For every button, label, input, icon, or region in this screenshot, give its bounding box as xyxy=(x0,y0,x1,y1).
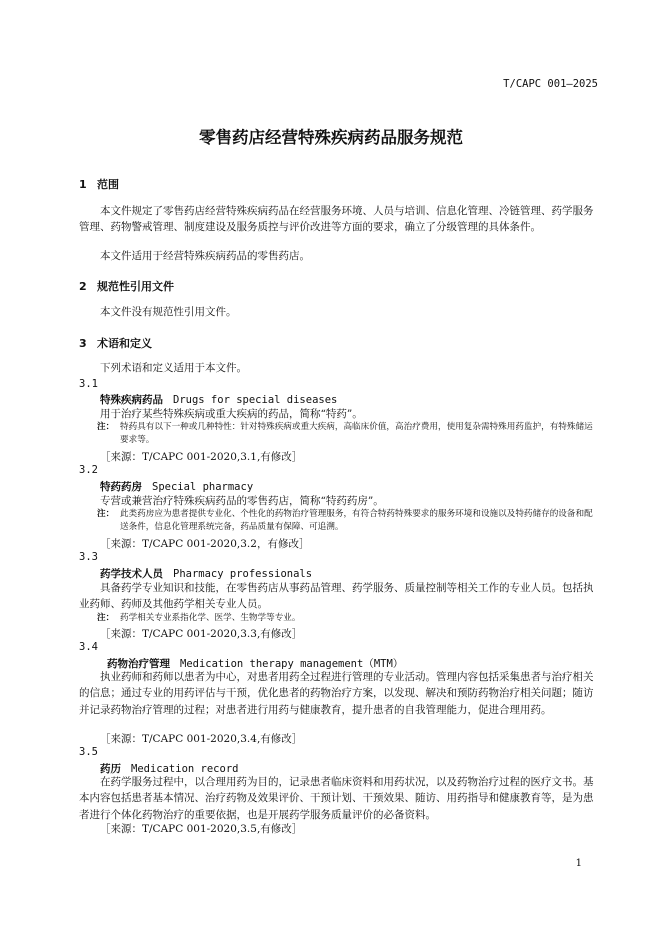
term-3-2-note-text: 此类药房应为患者提供专业化、个性化的药物治疗管理服务，有符合特药特殊要求的服务环境和设施以及特药储存的设备和配送条件，信息化管理系统完备，药品质量有保障、可追溯。 xyxy=(120,509,593,533)
term-3-5-english: Medication record xyxy=(131,763,239,775)
term-3-1-english: Drugs for special diseases xyxy=(173,394,338,406)
section-3-intro: 下列术语和定义适用于本文件。 xyxy=(100,362,247,374)
term-3-3-chinese: 药学技术人员 xyxy=(100,568,163,580)
section-2-heading xyxy=(79,278,174,294)
term-3-1-number: 3.1 xyxy=(79,378,98,390)
term-3-1-note-label: 注： xyxy=(97,422,115,432)
term-3-3-source: ［来源：T/CAPC 001-2020,3.3,有修改］ xyxy=(100,628,303,640)
term-3-2-english: Special pharmacy xyxy=(152,481,254,493)
term-3-5-source: ［来源：T/CAPC 001-2020,3.5,有修改］ xyxy=(100,823,303,835)
term-3-5-chinese: 药历 xyxy=(100,763,121,775)
term-3-3-note-label: 注： xyxy=(97,613,115,623)
section-1-number: 1 xyxy=(79,178,87,191)
section-2-paragraph-1: 本文件没有规范性引用文件。 xyxy=(100,306,237,318)
section-3-number: 3 xyxy=(79,337,87,350)
standard-number: T/CAPC 001—2025 xyxy=(503,78,598,90)
term-3-2-number: 3.2 xyxy=(79,464,98,476)
term-3-3-note-text: 药学相关专业系指化学、医学、生物学等专业。 xyxy=(120,613,301,623)
section-3-title: 术语和定义 xyxy=(97,337,152,350)
term-3-4-english: Medication therapy management（MTM） xyxy=(180,658,404,670)
term-3-2-chinese: 特药药房 xyxy=(100,481,142,493)
section-1-paragraph-1: 本文件规定了零售药店经营特殊疾病药品在经营服务环境、人员与培训、信息化管理、冷链管理、药学服务管理、药物警戒管理、制度建设及服务质控与评价改进等方面的要求，确立了分级管理的具体条件。 xyxy=(79,205,594,234)
section-1-title: 范围 xyxy=(97,178,119,191)
term-3-1-note xyxy=(97,421,599,448)
term-3-2-note-label: 注： xyxy=(97,509,115,519)
term-3-2-heading xyxy=(100,479,253,494)
term-3-1-note-text: 特药具有以下一种或几种特性：针对特殊疾病或重大疾病，高临床价值，高治疗费用，使用复杂需特殊用药监护，有特殊储运要求等。 xyxy=(120,422,593,446)
term-3-1-source: ［来源：T/CAPC 001-2020,3.1,有修改］ xyxy=(100,451,303,463)
term-3-3-definition: 具备药学专业知识和技能，在零售药店从事药品管理、药学服务、质量控制等相关工作的专业人员。包括执业药师、药师及其他药学相关专业人员。 xyxy=(79,582,594,611)
section-1-paragraph-2: 本文件适用于经营特殊疾病药品的零售药店。 xyxy=(100,250,310,262)
page-number: 1 xyxy=(575,858,582,869)
section-1-heading xyxy=(79,176,119,192)
term-3-2-source: ［来源：T/CAPC 001-2020,3.2，有修改］ xyxy=(100,538,310,550)
term-3-3-english: Pharmacy professionals xyxy=(173,568,313,580)
term-3-1-chinese: 特殊疾病药品 xyxy=(100,394,163,406)
section-2-title: 规范性引用文件 xyxy=(97,280,174,293)
term-3-5-number: 3.5 xyxy=(79,746,98,758)
term-3-2-note xyxy=(97,508,599,535)
term-3-3-note xyxy=(97,612,599,625)
section-2-number: 2 xyxy=(79,280,87,293)
term-3-3-number: 3.3 xyxy=(79,551,98,563)
term-3-4-source: ［来源：T/CAPC 001-2020,3.4,有修改］ xyxy=(100,733,303,745)
term-3-3-heading xyxy=(100,566,312,581)
term-3-2-definition: 专营或兼营治疗特殊疾病药品的零售药店，简称“特药药房”。 xyxy=(100,495,384,507)
document-title: 零售药店经营特殊疾病药品服务规范 xyxy=(199,128,463,147)
term-3-4-definition: 执业药师和药师以患者为中心，对患者用药全过程进行管理的专业活动。管理内容包括采集患者与治疗相关的信息；通过专业的用药评估与干预，优化患者的药物治疗方案，以发现、解决和预防药物治疗相关问题；随访并记录药物治疗管理的过程；对患者进行用药与健康教育，提升患者的自我管理能力，促进合理用药。 xyxy=(79,671,594,716)
section-3-heading xyxy=(79,335,152,351)
term-3-1-heading xyxy=(100,392,337,407)
term-3-1-definition: 用于治疗某些特殊疾病或重大疾病的药品，简称“特药”。 xyxy=(100,408,363,420)
term-3-4-number: 3.4 xyxy=(79,641,98,653)
term-3-4-chinese: 药物治疗管理 xyxy=(107,658,170,670)
term-3-5-definition: 在药学服务过程中，以合理用药为目的，记录患者临床资料和用药状况，以及药物治疗过程的医疗文书。基本内容包括患者基本情况、治疗药物及效果评价、干预计划、干预效果、随访、用药指导和健康教育等，是为患者进行个体化药物治疗的重要依据，也是开展药学服务质量评价的必备资料。 xyxy=(79,776,594,821)
